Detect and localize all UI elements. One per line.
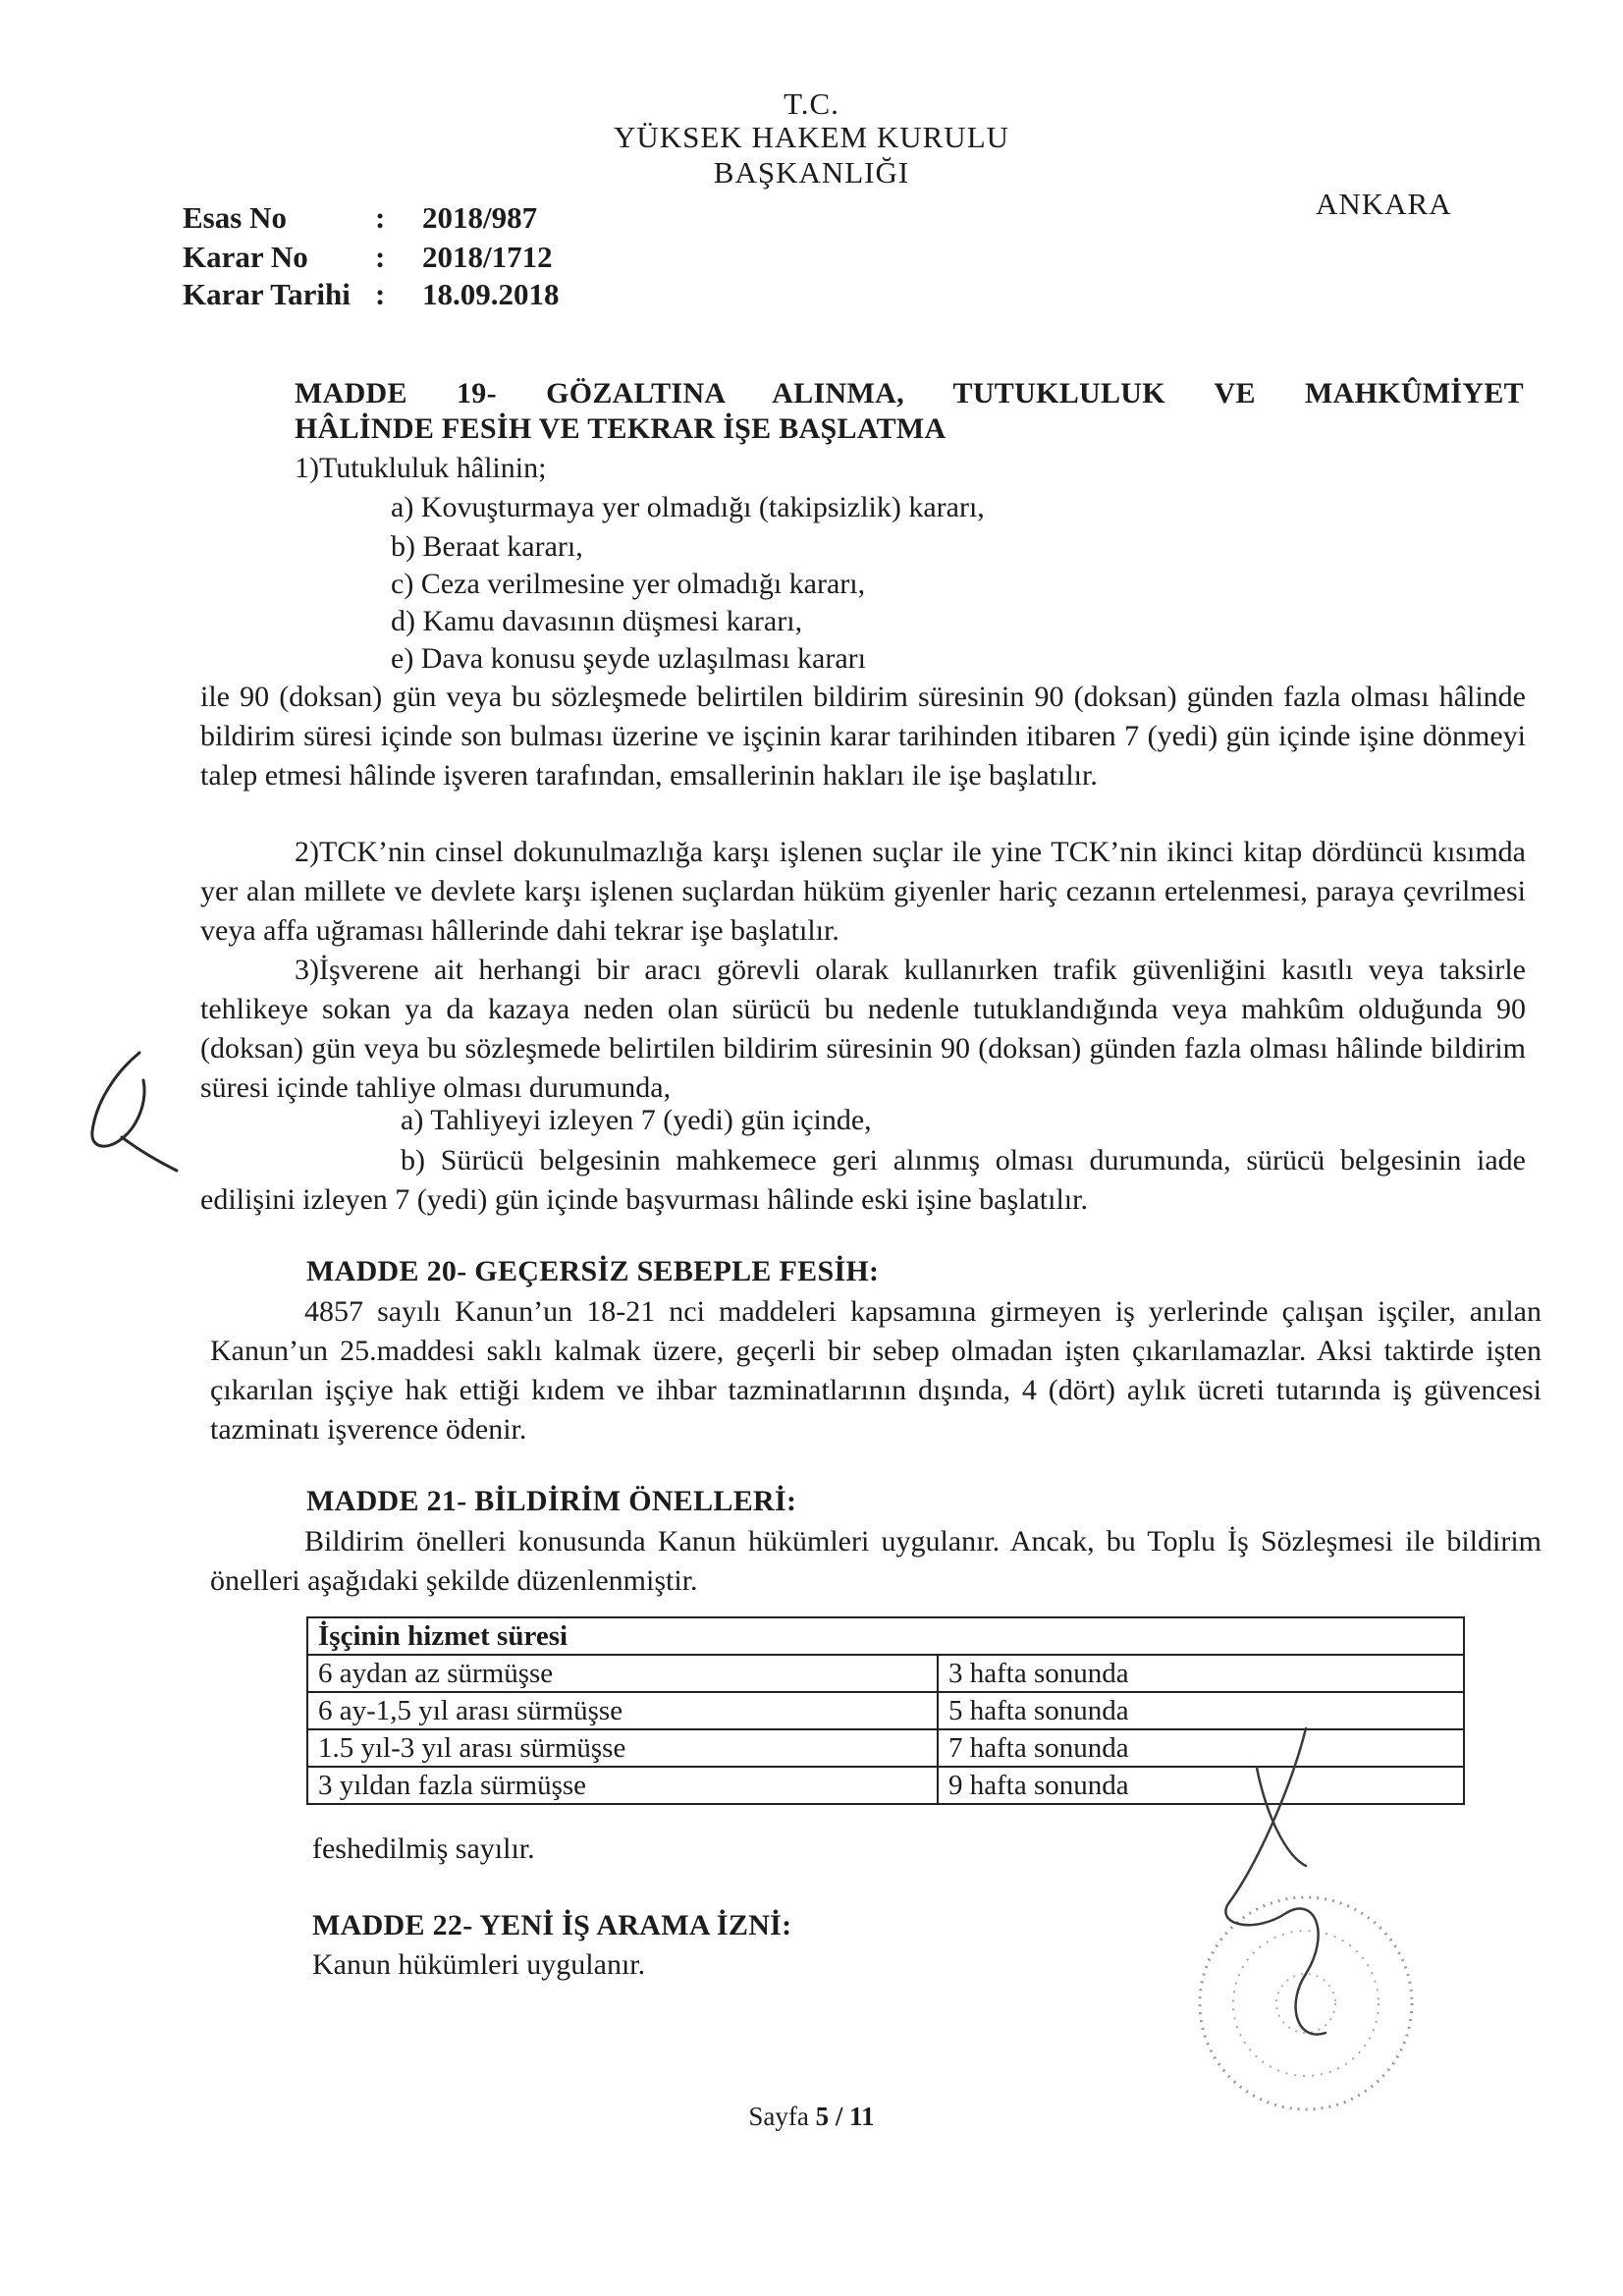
table-cell-notice: 5 hafta sonunda	[938, 1692, 1464, 1729]
madde19-p3: 3)İşverene ait herhangi bir aracı görevli olarak kullanırken trafik güvenliğini kasıtlı veya taksirle tehlikeye sokan ya da kazaya neden olan sürücü bu nedenle tutuklandığında veya mahkûm olduğunda 90 (doksan) gün veya bu sözleşmede belirtilen bildirim süresinin 90 (doksan) günden fazla olması hâlinde bildirim süresi içinde tahliye olması durumunda,	[200, 954, 1526, 1104]
meta-label: Esas No	[183, 200, 287, 235]
meta-case-no	[183, 200, 537, 236]
table-header: İşçinin hizmet süresi	[307, 1617, 1464, 1655]
madde21-body: Bildirim önelleri konusunda Kanun hükümleri uygulanır. Ancak, bu Toplu İş Sözleşmesi ile bildirim önelleri aşağıdaki şekilde düzenlenmiştir.	[210, 1525, 1542, 1597]
header-tc: T.C.	[784, 86, 839, 121]
madde19-title-line1: MADDE 19- GÖZALTINA ALINMA, TUTUKLULUK VE MAHKÛMİYET	[295, 377, 1524, 410]
meta-sep: :	[375, 277, 386, 311]
meta-value: 18.09.2018	[422, 277, 560, 311]
meta-decision-no	[183, 240, 553, 275]
table-cell-duration: 3 yıldan fazla sürmüşse	[307, 1767, 938, 1804]
madde19-title-line2: HÂLİNDE FESİH VE TEKRAR İŞE BAŞLATMA	[295, 412, 947, 445]
header-city: ANKARA	[1316, 187, 1452, 221]
table-cell-notice: 7 hafta sonunda	[938, 1729, 1464, 1767]
madde19-p3-a: a) Tahliyeyi izleyen 7 (yedi) gün içinde,	[401, 1104, 872, 1136]
table-cell-duration: 1.5 yıl-3 yıl arası sürmüşse	[307, 1729, 938, 1767]
madde19-item-c: c) Ceza verilmesine yer olmadığı kararı,	[391, 568, 866, 600]
meta-label: Karar Tarihi	[183, 277, 351, 311]
madde19-item-b: b) Beraat kararı,	[391, 530, 583, 563]
stamp-signature-icon	[1159, 1709, 1453, 2141]
page-current: 5	[815, 2102, 830, 2131]
madde22-title: MADDE 22- YENİ İŞ ARAMA İZNİ:	[312, 1909, 792, 1941]
madde19-item-a: a) Kovuşturmaya yer olmadığı (takipsizlik) kararı,	[391, 491, 985, 523]
meta-label: Karar No	[183, 240, 308, 274]
meta-sep: :	[375, 200, 386, 235]
madde21-after: feshedilmiş sayılır.	[312, 1832, 535, 1865]
page-sep: /	[835, 2102, 843, 2131]
madde20-title: MADDE 20- GEÇERSİZ SEBEPLE FESİH:	[306, 1255, 880, 1287]
table-cell-notice: 9 hafta sonunda	[938, 1767, 1464, 1804]
table-row	[307, 1655, 1464, 1692]
madde19-item-d: d) Kamu davasının düşmesi kararı,	[391, 605, 803, 637]
madde19-p1-intro: 1)Tutukluluk hâlinin;	[295, 452, 547, 484]
meta-decision-date	[183, 277, 560, 312]
page-word: Sayfa	[748, 2102, 809, 2131]
page-total: 11	[849, 2102, 875, 2131]
madde19-p3-b: b) Sürücü belgesinin mahkemece geri alınmış olması durumunda, sürücü belgesinin iade edilişini izleyen 7 (yedi) gün içinde başvurması hâlinde eski işine başlatılır.	[200, 1144, 1526, 1216]
table-cell-notice: 3 hafta sonunda	[938, 1655, 1464, 1692]
table-row	[307, 1617, 1464, 1655]
margin-initial-icon	[79, 1041, 187, 1178]
madde19-p2: 2)TCK’nin cinsel dokunulmazlığa karşı işlenen suçlar ile yine TCK’nin ikinci kitap dördüncü kısımda yer alan millete ve devlete karşı işlenen suçlardan hüküm giyenler hariç cezanın ertelenmesi, paraya çevrilmesi veya affa uğraması hâllerinde dahi tekrar işe başlatılır.	[200, 836, 1526, 947]
madde20-body: 4857 sayılı Kanun’un 18-21 nci maddeleri kapsamına girmeyen iş yerlerinde çalışan işçiler, anılan Kanun’un 25.maddesi saklı kalmak üzere, geçerli bir sebep olmadan işten çıkarılamazlar. Aksi taktirde işten çıkarılan işçiye hak ettiği kıdem ve ihbar tazminatlarının dışında, 4 (dört) aylık ücreti tutarında iş güvencesi tazminatı işverence ödenir.	[210, 1295, 1542, 1446]
meta-sep: :	[375, 240, 386, 274]
header-institution: YÜKSEK HAKEM KURULU	[613, 120, 1010, 154]
meta-value: 2018/987	[422, 200, 538, 235]
madde19-p1-body: ile 90 (doksan) gün veya bu sözleşmede belirtilen bildirim süresinin 90 (doksan) günden fazla olması hâlinde bildirim süresi içinde son bulması üzerine ve işçinin karar tarihinden itibaren 7 (yedi) gün içinde işine dönmeyi talep etmesi hâlinde işveren tarafından, emsallerinin hakları ile işe başlatılır.	[200, 681, 1526, 792]
madde19-item-e: e) Dava konusu şeyde uzlaşılması kararı	[391, 642, 866, 675]
madde21-title: MADDE 21- BİLDİRİM ÖNELLERİ:	[306, 1485, 797, 1517]
meta-value: 2018/1712	[422, 240, 553, 274]
table-cell-duration: 6 ay-1,5 yıl arası sürmüşse	[307, 1692, 938, 1729]
table-cell-duration: 6 aydan az sürmüşse	[307, 1655, 938, 1692]
header-presidency: BAŞKANLIĞI	[713, 155, 910, 190]
madde22-body: Kanun hükümleri uygulanır.	[312, 1948, 646, 1981]
